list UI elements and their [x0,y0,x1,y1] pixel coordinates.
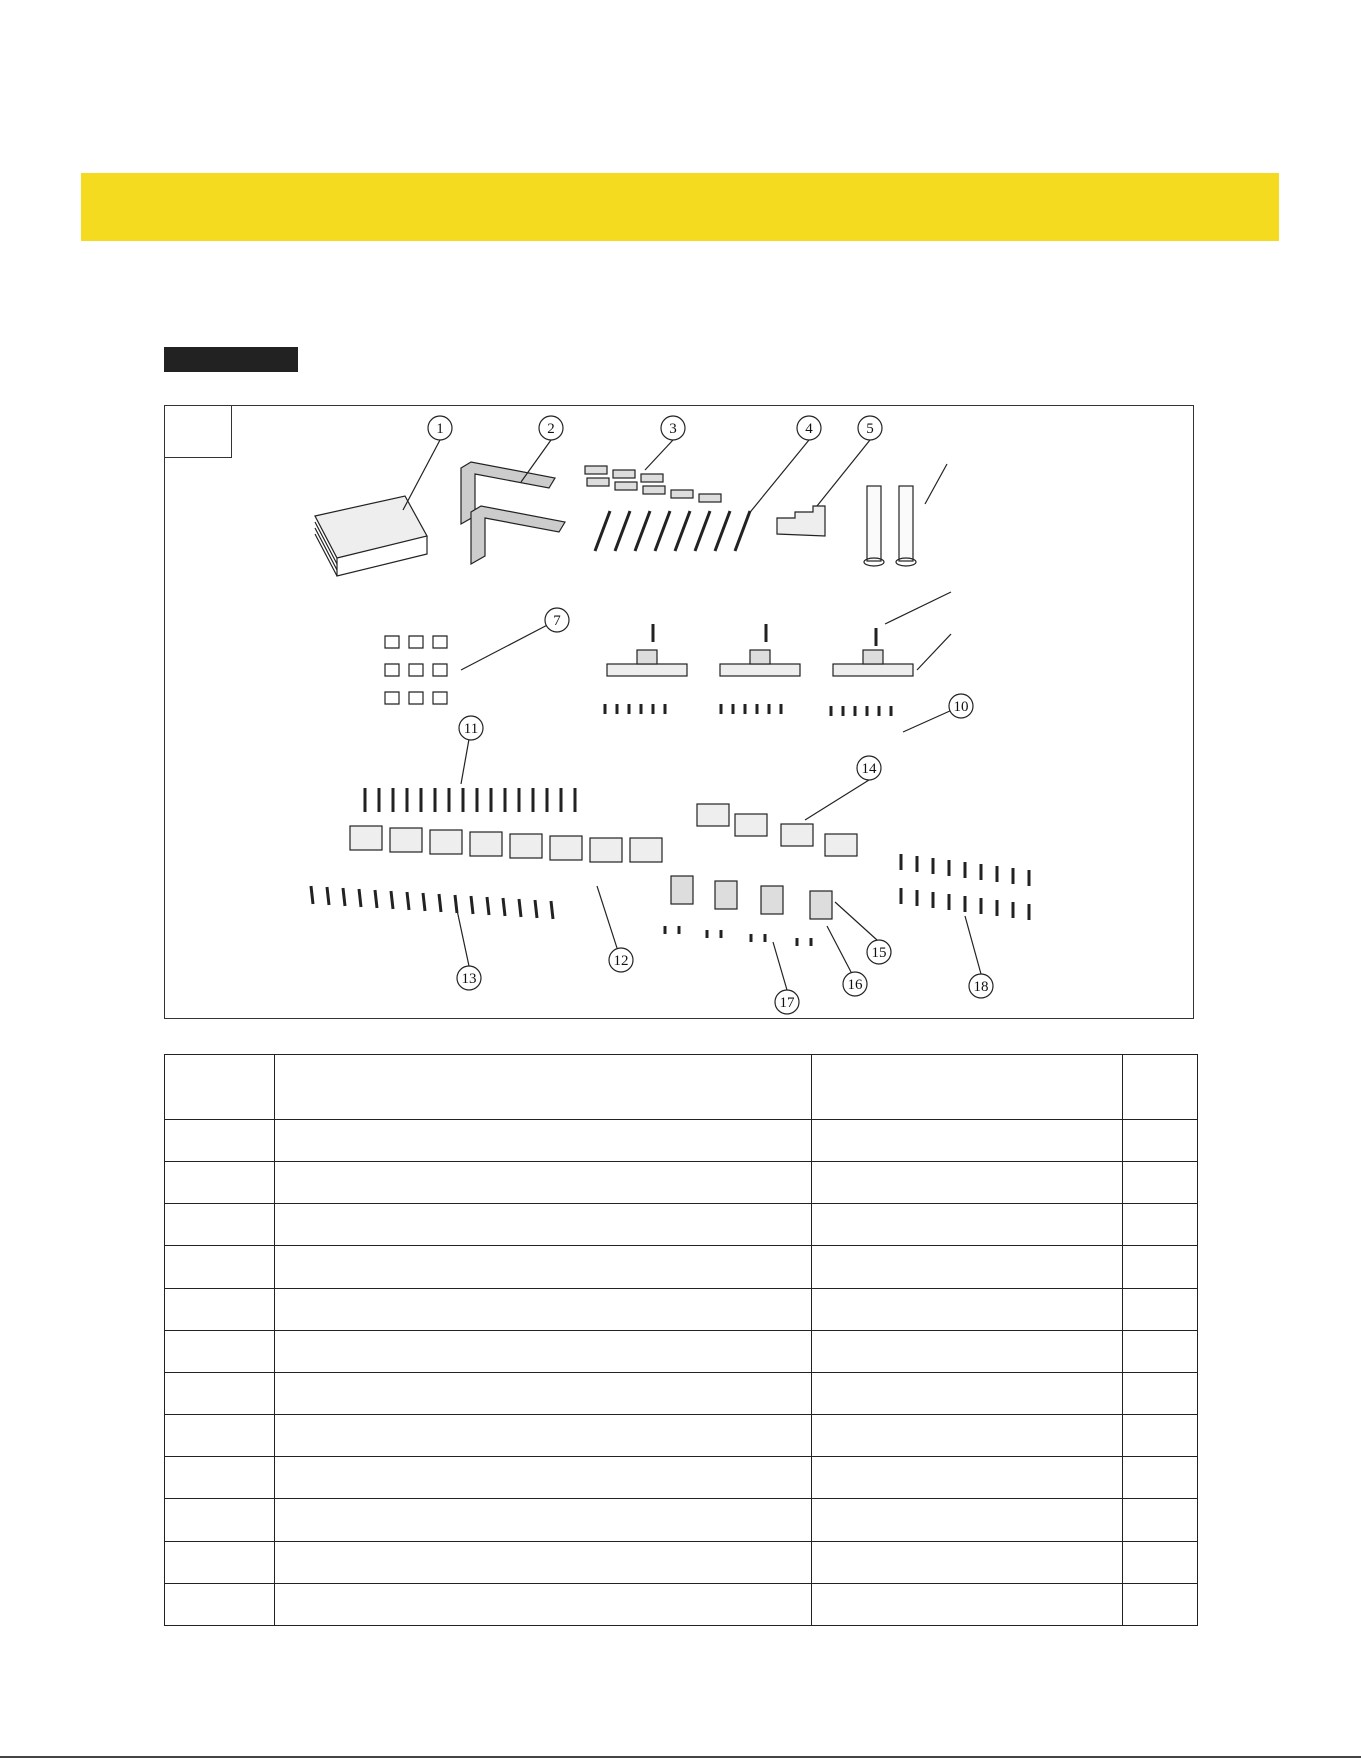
machine-screws-icon [311,886,553,919]
lag-bolts-icon [595,511,750,551]
callout-7-label: 7 [553,613,561,629]
mounting-plates-icon [607,624,913,676]
callout-1-label: 1 [436,421,444,437]
hardware-parts-figure [164,405,1194,1019]
callout-15-label: 15 [871,945,887,961]
table-cell [275,1499,812,1541]
level-tool-icon [777,506,825,536]
callout-12-label: 12 [613,953,629,969]
spacer-posts-icon [864,486,916,566]
table-cell [165,1288,275,1330]
angle-brackets-icon [671,876,832,919]
callout-10-label: 10 [953,699,969,715]
table-cell [812,1415,1123,1457]
callout-5-label: 5 [866,421,874,437]
table-cell [275,1120,812,1162]
table-row [165,1415,1198,1457]
callout-18-label: 18 [973,979,989,995]
callout-leader-lines [403,440,981,990]
table-cell [275,1457,812,1499]
l-bracket-icon [461,462,565,564]
table-row [165,1120,1198,1162]
table-cell [165,1372,275,1414]
callout-14-label: 14 [861,761,877,777]
table-cell [165,1162,275,1204]
table-cell [275,1415,812,1457]
table-cell [1123,1415,1198,1457]
callout-4-label: 4 [805,421,813,437]
callout-2-label: 2 [547,421,555,437]
table-cell [812,1499,1123,1541]
table-cell [1123,1583,1198,1625]
table-cell [812,1541,1123,1583]
table-cell [1123,1541,1198,1583]
header-cell-name [275,1055,812,1120]
table-cell [812,1120,1123,1162]
table-row [165,1499,1198,1541]
table-cell [812,1204,1123,1246]
table-cell [812,1372,1123,1414]
table-row [165,1457,1198,1499]
table-header-row [165,1055,1198,1120]
table-cell [1123,1499,1198,1541]
table-cell [812,1162,1123,1204]
table-cell [275,1330,812,1372]
page-bottom-rule [0,1756,1361,1758]
table-cell [165,1415,275,1457]
table-row [165,1330,1198,1372]
manual-booklet-icon [315,496,427,576]
table-row [165,1288,1198,1330]
short-screws-icon [665,926,811,946]
table-cell [165,1583,275,1625]
table-cell [165,1330,275,1372]
table-cell [165,1120,275,1162]
header-cell-spec [812,1055,1123,1120]
wall-anchors-icon [585,466,721,502]
callout-16-label: 16 [847,977,863,993]
callout-13-label: 13 [461,971,477,987]
table-cell [1123,1120,1198,1162]
table-cell [1123,1330,1198,1372]
header-cell-qty [1123,1055,1198,1120]
small-screws-row-icon [605,704,891,716]
table-cell [165,1457,275,1499]
table-cell [812,1583,1123,1625]
table-row [165,1372,1198,1414]
table-cell [1123,1457,1198,1499]
table-row [165,1541,1198,1583]
table-cell [275,1372,812,1414]
callout-17-label: 17 [779,995,795,1011]
table-cell [165,1541,275,1583]
table-cell [275,1583,812,1625]
table-cell [275,1162,812,1204]
header-cell-no [165,1055,275,1120]
parts-illustration [165,406,1194,1019]
table-row [165,1204,1198,1246]
table-cell [812,1457,1123,1499]
table-cell [1123,1246,1198,1288]
u-clips-icon [385,636,447,704]
parts-list-table [164,1054,1198,1626]
table-cell [1123,1204,1198,1246]
table-row [165,1246,1198,1288]
callout-3-label: 3 [669,421,677,437]
table-cell [812,1330,1123,1372]
table-cell [812,1288,1123,1330]
slotted-brackets-icon [350,826,662,862]
callout-11-label: 11 [463,721,479,737]
table-cell [1123,1288,1198,1330]
table-cell [275,1204,812,1246]
table-row [165,1162,1198,1204]
section-header-banner [81,173,1279,241]
table-cell [275,1288,812,1330]
section-label-tag [164,347,298,372]
table-cell [1123,1372,1198,1414]
table-cell [165,1204,275,1246]
table-cell [165,1246,275,1288]
hex-bolts-icon [901,854,1029,920]
table-cell [812,1246,1123,1288]
table-row [165,1583,1198,1625]
table-cell [275,1541,812,1583]
table-cell [165,1499,275,1541]
long-bolts-icon [365,788,575,812]
protective-pads-icon [697,804,857,856]
table-cell [275,1246,812,1288]
table-cell [1123,1162,1198,1204]
